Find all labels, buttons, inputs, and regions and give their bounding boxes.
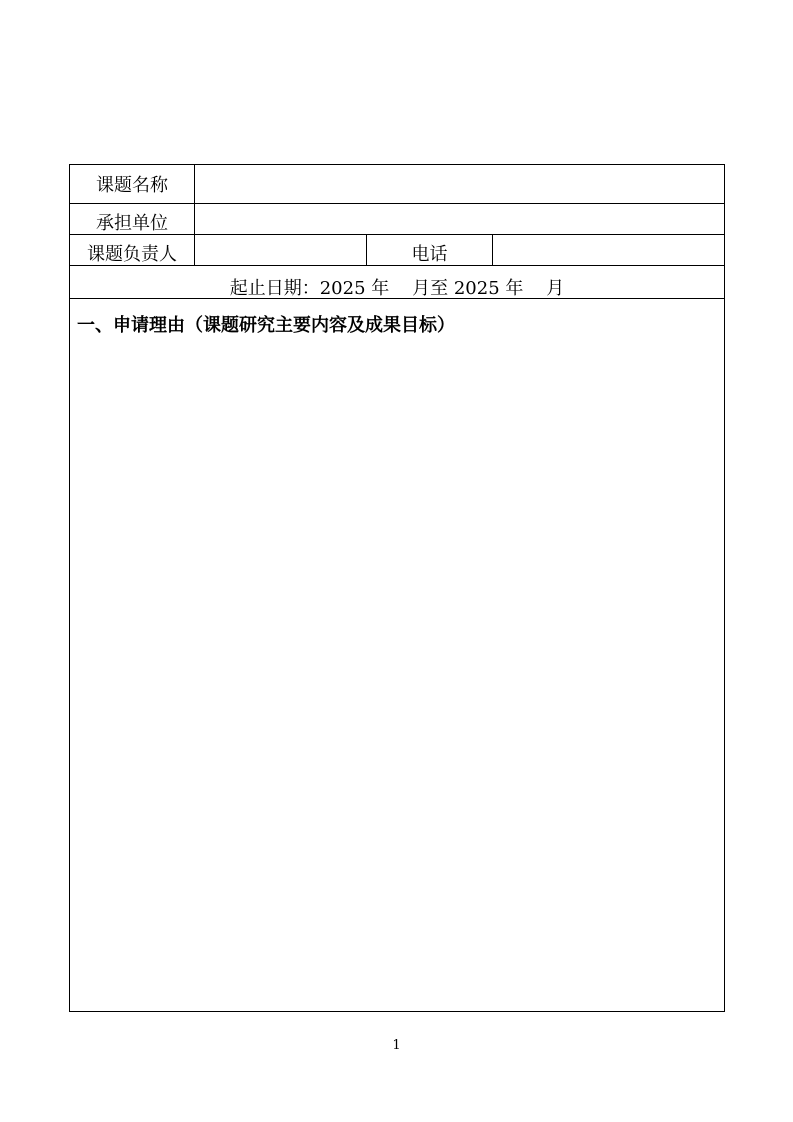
row-organization — [70, 204, 724, 235]
start-end-dates: 起止日期：2025 年 月至 2025 年 月 — [229, 278, 565, 299]
phone-field[interactable] — [493, 235, 724, 265]
phone-label-cell — [367, 235, 493, 265]
row-dates — [70, 266, 724, 299]
organization-label-cell — [70, 204, 195, 234]
row-leader-phone — [70, 235, 724, 266]
phone-label: 电话 — [411, 244, 448, 265]
section-heading: 一、申请理由（课题研究主要内容及成果目标） — [77, 315, 455, 336]
leader-label: 课题负责人 — [87, 244, 177, 265]
project-name-label-cell — [70, 165, 195, 203]
project-name-label: 课题名称 — [96, 175, 168, 196]
application-form-table — [69, 164, 725, 1012]
row-project-name — [70, 165, 724, 204]
page-number: 1 — [392, 1038, 401, 1053]
organization-field[interactable] — [195, 204, 724, 234]
project-name-field[interactable] — [195, 165, 724, 203]
organization-label: 承担单位 — [96, 213, 168, 234]
leader-label-cell — [70, 235, 195, 265]
leader-field[interactable] — [195, 235, 367, 265]
application-reason-section[interactable] — [70, 299, 724, 1011]
